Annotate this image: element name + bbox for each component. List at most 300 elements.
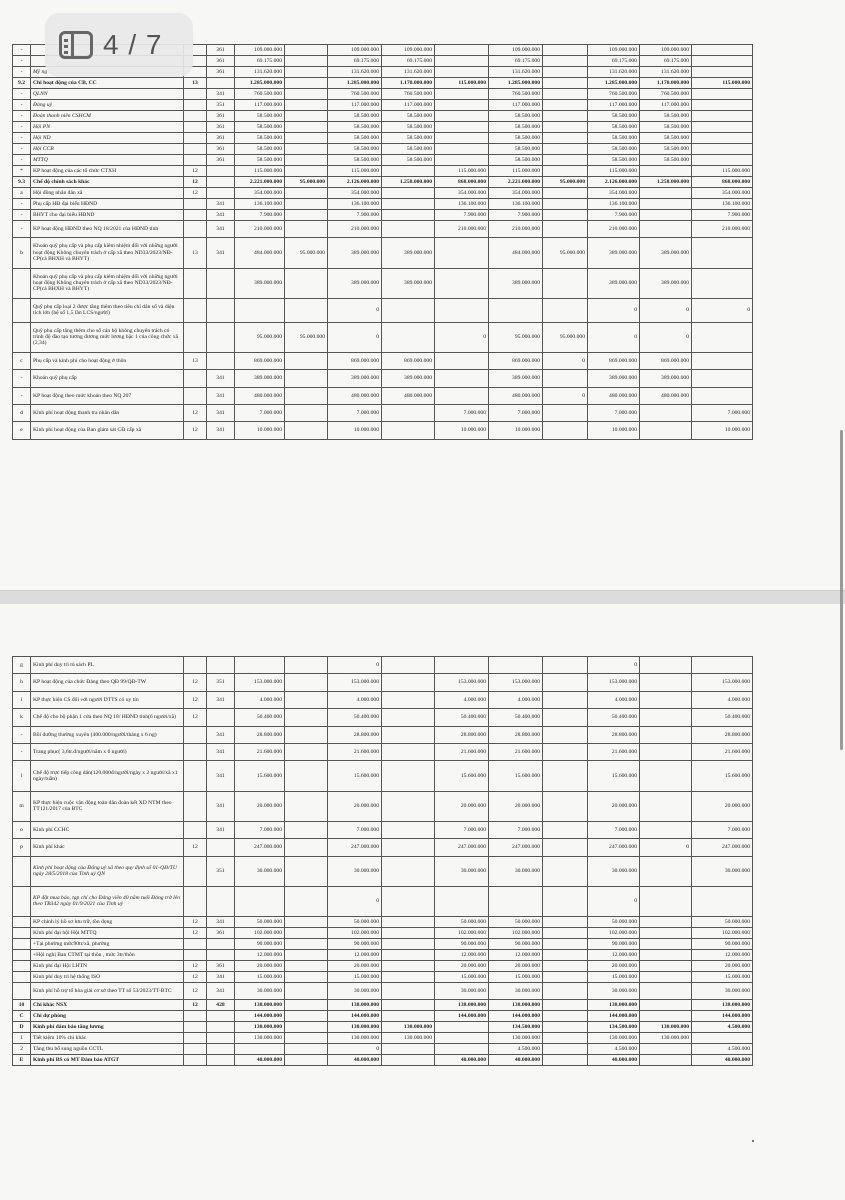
amount-cell xyxy=(640,166,692,177)
amount-cell: 7.000.000 xyxy=(692,404,753,421)
amount-cell: 0 xyxy=(543,352,588,369)
amount-cell xyxy=(543,674,588,691)
amount-cell xyxy=(285,938,328,949)
amount-cell: 15.600.000 xyxy=(328,761,382,791)
amount-cell: 210.000.000 xyxy=(328,221,382,238)
amount-cell: 138.000.000 xyxy=(435,1000,489,1011)
source-code xyxy=(184,144,207,155)
table-row xyxy=(13,422,753,439)
amount-cell: 30.000.000 xyxy=(328,982,382,999)
amount-cell: 210.000.000 xyxy=(235,221,285,238)
source-code xyxy=(184,821,207,838)
amount-cell: 131.620.000 xyxy=(328,67,382,78)
amount-cell: 109.000.000 xyxy=(235,45,285,56)
amount-cell xyxy=(640,971,692,982)
amount-cell xyxy=(382,1000,435,1011)
amount-cell: 210.000.000 xyxy=(588,221,640,238)
amount-cell xyxy=(640,691,692,708)
table-row xyxy=(13,155,753,166)
amount-cell: 15.600.000 xyxy=(692,761,753,791)
amount-cell: 2.126.000.000 xyxy=(328,177,382,188)
amount-cell xyxy=(382,210,435,221)
amount-cell: 868.000.000 xyxy=(435,177,489,188)
row-number: - xyxy=(13,100,31,111)
amount-cell: 58.500.000 xyxy=(235,122,285,133)
amount-cell: 7.900.000 xyxy=(435,210,489,221)
amount-cell xyxy=(285,221,328,238)
amount-cell: 50.000.000 xyxy=(328,916,382,927)
amount-cell: 50.000.000 xyxy=(235,916,285,927)
source-code xyxy=(184,89,207,100)
row-number: m xyxy=(13,791,31,821)
row-number xyxy=(13,971,31,982)
amount-cell xyxy=(382,938,435,949)
source-code: 12 xyxy=(184,166,207,177)
amount-cell: 153.000.000 xyxy=(235,674,285,691)
chapter-code xyxy=(207,709,235,726)
amount-cell: 58.500.000 xyxy=(328,111,382,122)
amount-cell: 28.800.000 xyxy=(692,726,753,743)
table-row xyxy=(13,674,753,691)
chapter-code xyxy=(207,322,235,352)
amount-cell: 7.000.000 xyxy=(328,821,382,838)
row-label: Kinh phí hỗ trợ tổ hòa giải cơ sở theo TT số 53/2023/TT-BTC xyxy=(31,982,184,999)
amount-cell xyxy=(285,67,328,78)
chapter-code xyxy=(207,188,235,199)
amount-cell: 58.500.000 xyxy=(328,155,382,166)
table-row xyxy=(13,927,753,938)
amount-cell: 130.000.000 xyxy=(328,1033,382,1044)
amount-cell xyxy=(543,726,588,743)
amount-cell xyxy=(285,188,328,199)
amount-cell xyxy=(543,1044,588,1055)
amount-cell: 760.500.000 xyxy=(588,89,640,100)
chapter-code xyxy=(207,938,235,949)
row-number: p xyxy=(13,839,31,856)
amount-cell: 50.000.000 xyxy=(435,916,489,927)
amount-cell: 389.000.000 xyxy=(382,238,435,268)
source-code xyxy=(184,949,207,960)
amount-cell: 389.000.000 xyxy=(588,238,640,268)
amount-cell xyxy=(692,370,753,387)
row-number xyxy=(13,927,31,938)
table-row xyxy=(13,199,753,210)
vertical-scrollbar[interactable] xyxy=(840,430,843,750)
amount-cell xyxy=(692,56,753,67)
amount-cell: 130.000.000 xyxy=(328,1022,382,1033)
amount-cell xyxy=(692,144,753,155)
amount-cell xyxy=(692,45,753,56)
amount-cell xyxy=(640,856,692,886)
amount-cell xyxy=(382,743,435,760)
amount-cell xyxy=(692,1033,753,1044)
chapter-code: 341 xyxy=(207,691,235,708)
amount-cell xyxy=(285,1033,328,1044)
row-label: Kinh phí duy trì hệ thống ISO xyxy=(31,971,184,982)
amount-cell: 115.000.000 xyxy=(692,78,753,89)
amount-cell xyxy=(435,56,489,67)
amount-cell xyxy=(285,856,328,886)
amount-cell xyxy=(382,916,435,927)
source-code xyxy=(184,322,207,352)
amount-cell xyxy=(285,1011,328,1022)
row-number: 2 xyxy=(13,1044,31,1055)
amount-cell xyxy=(285,1022,328,1033)
amount-cell: 50.400.000 xyxy=(328,709,382,726)
amount-cell: 144.000.000 xyxy=(235,1011,285,1022)
amount-cell: 1.285.000.000 xyxy=(489,78,543,89)
amount-cell: 12.000.000 xyxy=(435,949,489,960)
table-row xyxy=(13,370,753,387)
amount-cell: 7.000.000 xyxy=(235,821,285,838)
source-code xyxy=(184,387,207,404)
amount-cell: 58.500.000 xyxy=(382,155,435,166)
amount-cell: 7.900.000 xyxy=(328,210,382,221)
amount-cell: 389.000.000 xyxy=(328,238,382,268)
amount-cell xyxy=(640,221,692,238)
amount-cell: 760.500.000 xyxy=(489,89,543,100)
page-indicator[interactable] xyxy=(45,13,193,77)
amount-cell: 102.000.000 xyxy=(489,927,543,938)
table-row xyxy=(13,268,753,298)
amount-cell xyxy=(692,133,753,144)
amount-cell xyxy=(543,1022,588,1033)
source-code: 13 xyxy=(184,352,207,369)
amount-cell: 389.000.000 xyxy=(382,268,435,298)
amount-cell xyxy=(435,1033,489,1044)
row-number: 9.2 xyxy=(13,78,31,89)
amount-cell xyxy=(543,144,588,155)
amount-cell: 7.000.000 xyxy=(435,821,489,838)
amount-cell: 50.400.000 xyxy=(235,709,285,726)
amount-cell: 58.500.000 xyxy=(382,122,435,133)
amount-cell: 115.000.000 xyxy=(435,166,489,177)
table-row xyxy=(13,387,753,404)
amount-cell: 21.600.000 xyxy=(588,743,640,760)
amount-cell: 210.000.000 xyxy=(692,221,753,238)
amount-cell xyxy=(285,726,328,743)
row-label: Kinh phí CCHC xyxy=(31,821,184,838)
amount-cell: 10.000.000 xyxy=(435,422,489,439)
amount-cell xyxy=(640,938,692,949)
amount-cell: 95.000.000 xyxy=(285,177,328,188)
source-code xyxy=(184,657,207,674)
amount-cell: 130.000.000 xyxy=(640,1033,692,1044)
amount-cell: 15.600.000 xyxy=(435,761,489,791)
amount-cell xyxy=(235,1044,285,1055)
amount-cell: 760.500.000 xyxy=(235,89,285,100)
amount-cell: 58.500.000 xyxy=(235,111,285,122)
amount-cell xyxy=(640,674,692,691)
amount-cell xyxy=(543,938,588,949)
chapter-code: 341 xyxy=(207,743,235,760)
amount-cell xyxy=(435,155,489,166)
amount-cell: 0 xyxy=(640,839,692,856)
amount-cell xyxy=(543,791,588,821)
source-code: 12 xyxy=(184,188,207,199)
amount-cell xyxy=(543,761,588,791)
amount-cell: 95.000.000 xyxy=(543,177,588,188)
amount-cell: 136.100.000 xyxy=(435,199,489,210)
table-row xyxy=(13,89,753,100)
amount-cell: 389.000.000 xyxy=(588,370,640,387)
row-number: C xyxy=(13,1011,31,1022)
amount-cell: 144.000.000 xyxy=(692,1011,753,1022)
amount-cell xyxy=(285,709,328,726)
row-number: - xyxy=(13,743,31,760)
row-label: +Tại phường mức90tr/xã, phường xyxy=(31,938,184,949)
amount-cell xyxy=(692,238,753,268)
table-row xyxy=(13,404,753,421)
amount-cell xyxy=(543,821,588,838)
source-code xyxy=(184,726,207,743)
amount-cell: 115.000.000 xyxy=(435,78,489,89)
chapter-code xyxy=(207,268,235,298)
amount-cell xyxy=(543,210,588,221)
row-label: Kinh phí BS có MT Đảm bảo ATGT xyxy=(31,1055,184,1066)
source-code xyxy=(184,199,207,210)
amount-cell xyxy=(543,743,588,760)
amount-cell: 15.000.000 xyxy=(235,971,285,982)
chapter-code: 361 xyxy=(207,45,235,56)
amount-cell xyxy=(543,422,588,439)
amount-cell: 58.500.000 xyxy=(328,144,382,155)
table-row xyxy=(13,886,753,916)
amount-cell: 15.600.000 xyxy=(489,761,543,791)
amount-cell: 58.500.000 xyxy=(382,144,435,155)
amount-cell: 21.600.000 xyxy=(328,743,382,760)
amount-cell: 58.500.000 xyxy=(489,155,543,166)
amount-cell: 1.258.000.000 xyxy=(382,177,435,188)
row-number xyxy=(13,938,31,949)
table-row xyxy=(13,709,753,726)
amount-cell xyxy=(640,886,692,916)
table-row xyxy=(13,1022,753,1033)
row-label: Hội CCB xyxy=(31,144,184,155)
amount-cell: 115.000.000 xyxy=(588,166,640,177)
amount-cell: 0 xyxy=(692,298,753,322)
amount-cell xyxy=(285,886,328,916)
amount-cell: 15.000.000 xyxy=(435,971,489,982)
amount-cell: 95.000.000 xyxy=(543,322,588,352)
amount-cell xyxy=(285,100,328,111)
row-label: Kinh phí đại hội Hội MTTQ xyxy=(31,927,184,938)
source-code: 12 xyxy=(184,960,207,971)
amount-cell: 50.400.000 xyxy=(588,709,640,726)
amount-cell: 20.000.000 xyxy=(588,960,640,971)
chapter-code: 341 xyxy=(207,982,235,999)
amount-cell xyxy=(543,221,588,238)
amount-cell: 136.100.000 xyxy=(692,199,753,210)
amount-cell: 20.000.000 xyxy=(489,960,543,971)
amount-cell: 4.000.000 xyxy=(328,691,382,708)
amount-cell: 102.000.000 xyxy=(235,927,285,938)
amount-cell: 102.000.000 xyxy=(588,927,640,938)
source-code: 13 xyxy=(184,238,207,268)
amount-cell xyxy=(640,821,692,838)
amount-cell: 130.000.000 xyxy=(382,1022,435,1033)
amount-cell: 109.000.000 xyxy=(489,45,543,56)
budget-table-top xyxy=(12,44,753,440)
amount-cell: 760.500.000 xyxy=(640,89,692,100)
chapter-code: 361 xyxy=(207,144,235,155)
amount-cell: 480.000.000 xyxy=(640,387,692,404)
amount-cell: 117.000.000 xyxy=(489,100,543,111)
amount-cell: 58.500.000 xyxy=(640,122,692,133)
row-label: MTTQ xyxy=(31,155,184,166)
chapter-code: 361 xyxy=(207,111,235,122)
amount-cell: 50.000.000 xyxy=(489,916,543,927)
amount-cell xyxy=(382,674,435,691)
amount-cell xyxy=(692,155,753,166)
amount-cell xyxy=(435,1044,489,1055)
row-number: - xyxy=(13,111,31,122)
amount-cell: 134.500.000 xyxy=(588,1022,640,1033)
source-code xyxy=(184,856,207,886)
amount-cell: 28.800.000 xyxy=(235,726,285,743)
table-row xyxy=(13,1044,753,1055)
amount-cell xyxy=(543,691,588,708)
chapter-code: 341 xyxy=(207,761,235,791)
amount-cell: 4.000.000 xyxy=(489,691,543,708)
amount-cell: 0 xyxy=(588,298,640,322)
source-code: 12 xyxy=(184,422,207,439)
amount-cell xyxy=(640,404,692,421)
amount-cell: 58.500.000 xyxy=(489,133,543,144)
amount-cell: 484.000.000 xyxy=(235,238,285,268)
amount-cell: 389.000.000 xyxy=(235,268,285,298)
amount-cell xyxy=(543,122,588,133)
amount-cell: 117.000.000 xyxy=(235,100,285,111)
row-label: KP thực hiện CS đối với người DTTS có uy tín xyxy=(31,691,184,708)
row-label: Quỹ phụ cấp tăng thêm cho số cán bộ không chuyên trách có trình độ đào tạo tương đương mức lương bậc 1 của công chức xã (2,34) xyxy=(31,322,184,352)
amount-cell xyxy=(435,370,489,387)
amount-cell xyxy=(235,886,285,916)
amount-cell: 1.258.000.000 xyxy=(640,177,692,188)
amount-cell: 58.500.000 xyxy=(588,122,640,133)
row-label: Quỹ phụ cấp loại 2 được tăng thêm theo tiêu chí dân số và diện tích lớn (hệ số 1,5 lần LCS/người) xyxy=(31,298,184,322)
amount-cell xyxy=(543,56,588,67)
amount-cell: 58.500.000 xyxy=(640,155,692,166)
row-label: Hội ND xyxy=(31,133,184,144)
chapter-code xyxy=(207,1033,235,1044)
amount-cell xyxy=(435,657,489,674)
amount-cell xyxy=(692,886,753,916)
amount-cell xyxy=(285,960,328,971)
table-row xyxy=(13,177,753,188)
row-label: Chi hoạt động của CB, CC xyxy=(31,78,184,89)
amount-cell: 760.500.000 xyxy=(382,89,435,100)
amount-cell xyxy=(435,89,489,100)
amount-cell: 90.000.000 xyxy=(435,938,489,949)
amount-cell: 115.000.000 xyxy=(328,166,382,177)
amount-cell: 58.500.000 xyxy=(588,111,640,122)
amount-cell: 138.000.000 xyxy=(328,1000,382,1011)
row-label: KP hoạt động của các tổ chức CTXH xyxy=(31,166,184,177)
amount-cell: 1.285.000.000 xyxy=(328,78,382,89)
chapter-code: 361 xyxy=(207,67,235,78)
table-row xyxy=(13,691,753,708)
amount-cell: 4.000.000 xyxy=(435,691,489,708)
table-row xyxy=(13,916,753,927)
amount-cell xyxy=(382,166,435,177)
amount-cell: 247.000.000 xyxy=(328,839,382,856)
amount-cell: 153.000.000 xyxy=(435,674,489,691)
amount-cell: 144.000.000 xyxy=(588,1011,640,1022)
amount-cell: 210.000.000 xyxy=(489,221,543,238)
amount-cell: 0 xyxy=(543,387,588,404)
amount-cell xyxy=(692,89,753,100)
row-number: - xyxy=(13,210,31,221)
amount-cell: 40.000.000 xyxy=(235,1055,285,1066)
amount-cell: 389.000.000 xyxy=(382,370,435,387)
amount-cell xyxy=(489,886,543,916)
chapter-code xyxy=(207,1011,235,1022)
table-row xyxy=(13,657,753,674)
amount-cell: 869.000.000 xyxy=(382,352,435,369)
amount-cell: 760.500.000 xyxy=(328,89,382,100)
amount-cell: 40.000.000 xyxy=(328,1055,382,1066)
amount-cell xyxy=(285,927,328,938)
amount-cell xyxy=(640,791,692,821)
table-row xyxy=(13,839,753,856)
amount-cell: 102.000.000 xyxy=(328,927,382,938)
amount-cell: 15.000.000 xyxy=(692,971,753,982)
amount-cell: 28.800.000 xyxy=(328,726,382,743)
amount-cell: 20.000.000 xyxy=(328,960,382,971)
chapter-code: 361 xyxy=(207,960,235,971)
amount-cell xyxy=(435,100,489,111)
amount-cell xyxy=(382,960,435,971)
row-number: h xyxy=(13,674,31,691)
amount-cell xyxy=(543,89,588,100)
amount-cell: 153.000.000 xyxy=(489,674,543,691)
chapter-code: 341 xyxy=(207,404,235,421)
amount-cell xyxy=(285,839,328,856)
amount-cell xyxy=(543,404,588,421)
amount-cell: 7.000.000 xyxy=(328,404,382,421)
table-row xyxy=(13,144,753,155)
row-label: Kinh phí khác xyxy=(31,839,184,856)
amount-cell: 131.620.000 xyxy=(588,67,640,78)
chapter-code xyxy=(207,352,235,369)
table-row xyxy=(13,1033,753,1044)
amount-cell xyxy=(435,352,489,369)
amount-cell xyxy=(640,199,692,210)
amount-cell xyxy=(435,1022,489,1033)
amount-cell: 2.126.000.000 xyxy=(588,177,640,188)
amount-cell: 95.000.000 xyxy=(285,322,328,352)
amount-cell xyxy=(382,982,435,999)
amount-cell: 7.000.000 xyxy=(588,404,640,421)
row-number: - xyxy=(13,67,31,78)
amount-cell: 4.500.000 xyxy=(692,1022,753,1033)
amount-cell: 130.000.000 xyxy=(235,1022,285,1033)
amount-cell: 95.000.000 xyxy=(285,238,328,268)
thumbnails-icon xyxy=(59,31,93,59)
amount-cell: 69.175.000 xyxy=(640,56,692,67)
amount-cell: 109.000.000 xyxy=(382,45,435,56)
amount-cell: 117.000.000 xyxy=(588,100,640,111)
table-row xyxy=(13,298,753,322)
source-code: 12 xyxy=(184,1000,207,1011)
row-number: l xyxy=(13,761,31,791)
source-code: 12 xyxy=(184,674,207,691)
amount-cell xyxy=(543,298,588,322)
amount-cell xyxy=(382,298,435,322)
amount-cell: 30.000.000 xyxy=(588,856,640,886)
amount-cell: 153.000.000 xyxy=(692,674,753,691)
